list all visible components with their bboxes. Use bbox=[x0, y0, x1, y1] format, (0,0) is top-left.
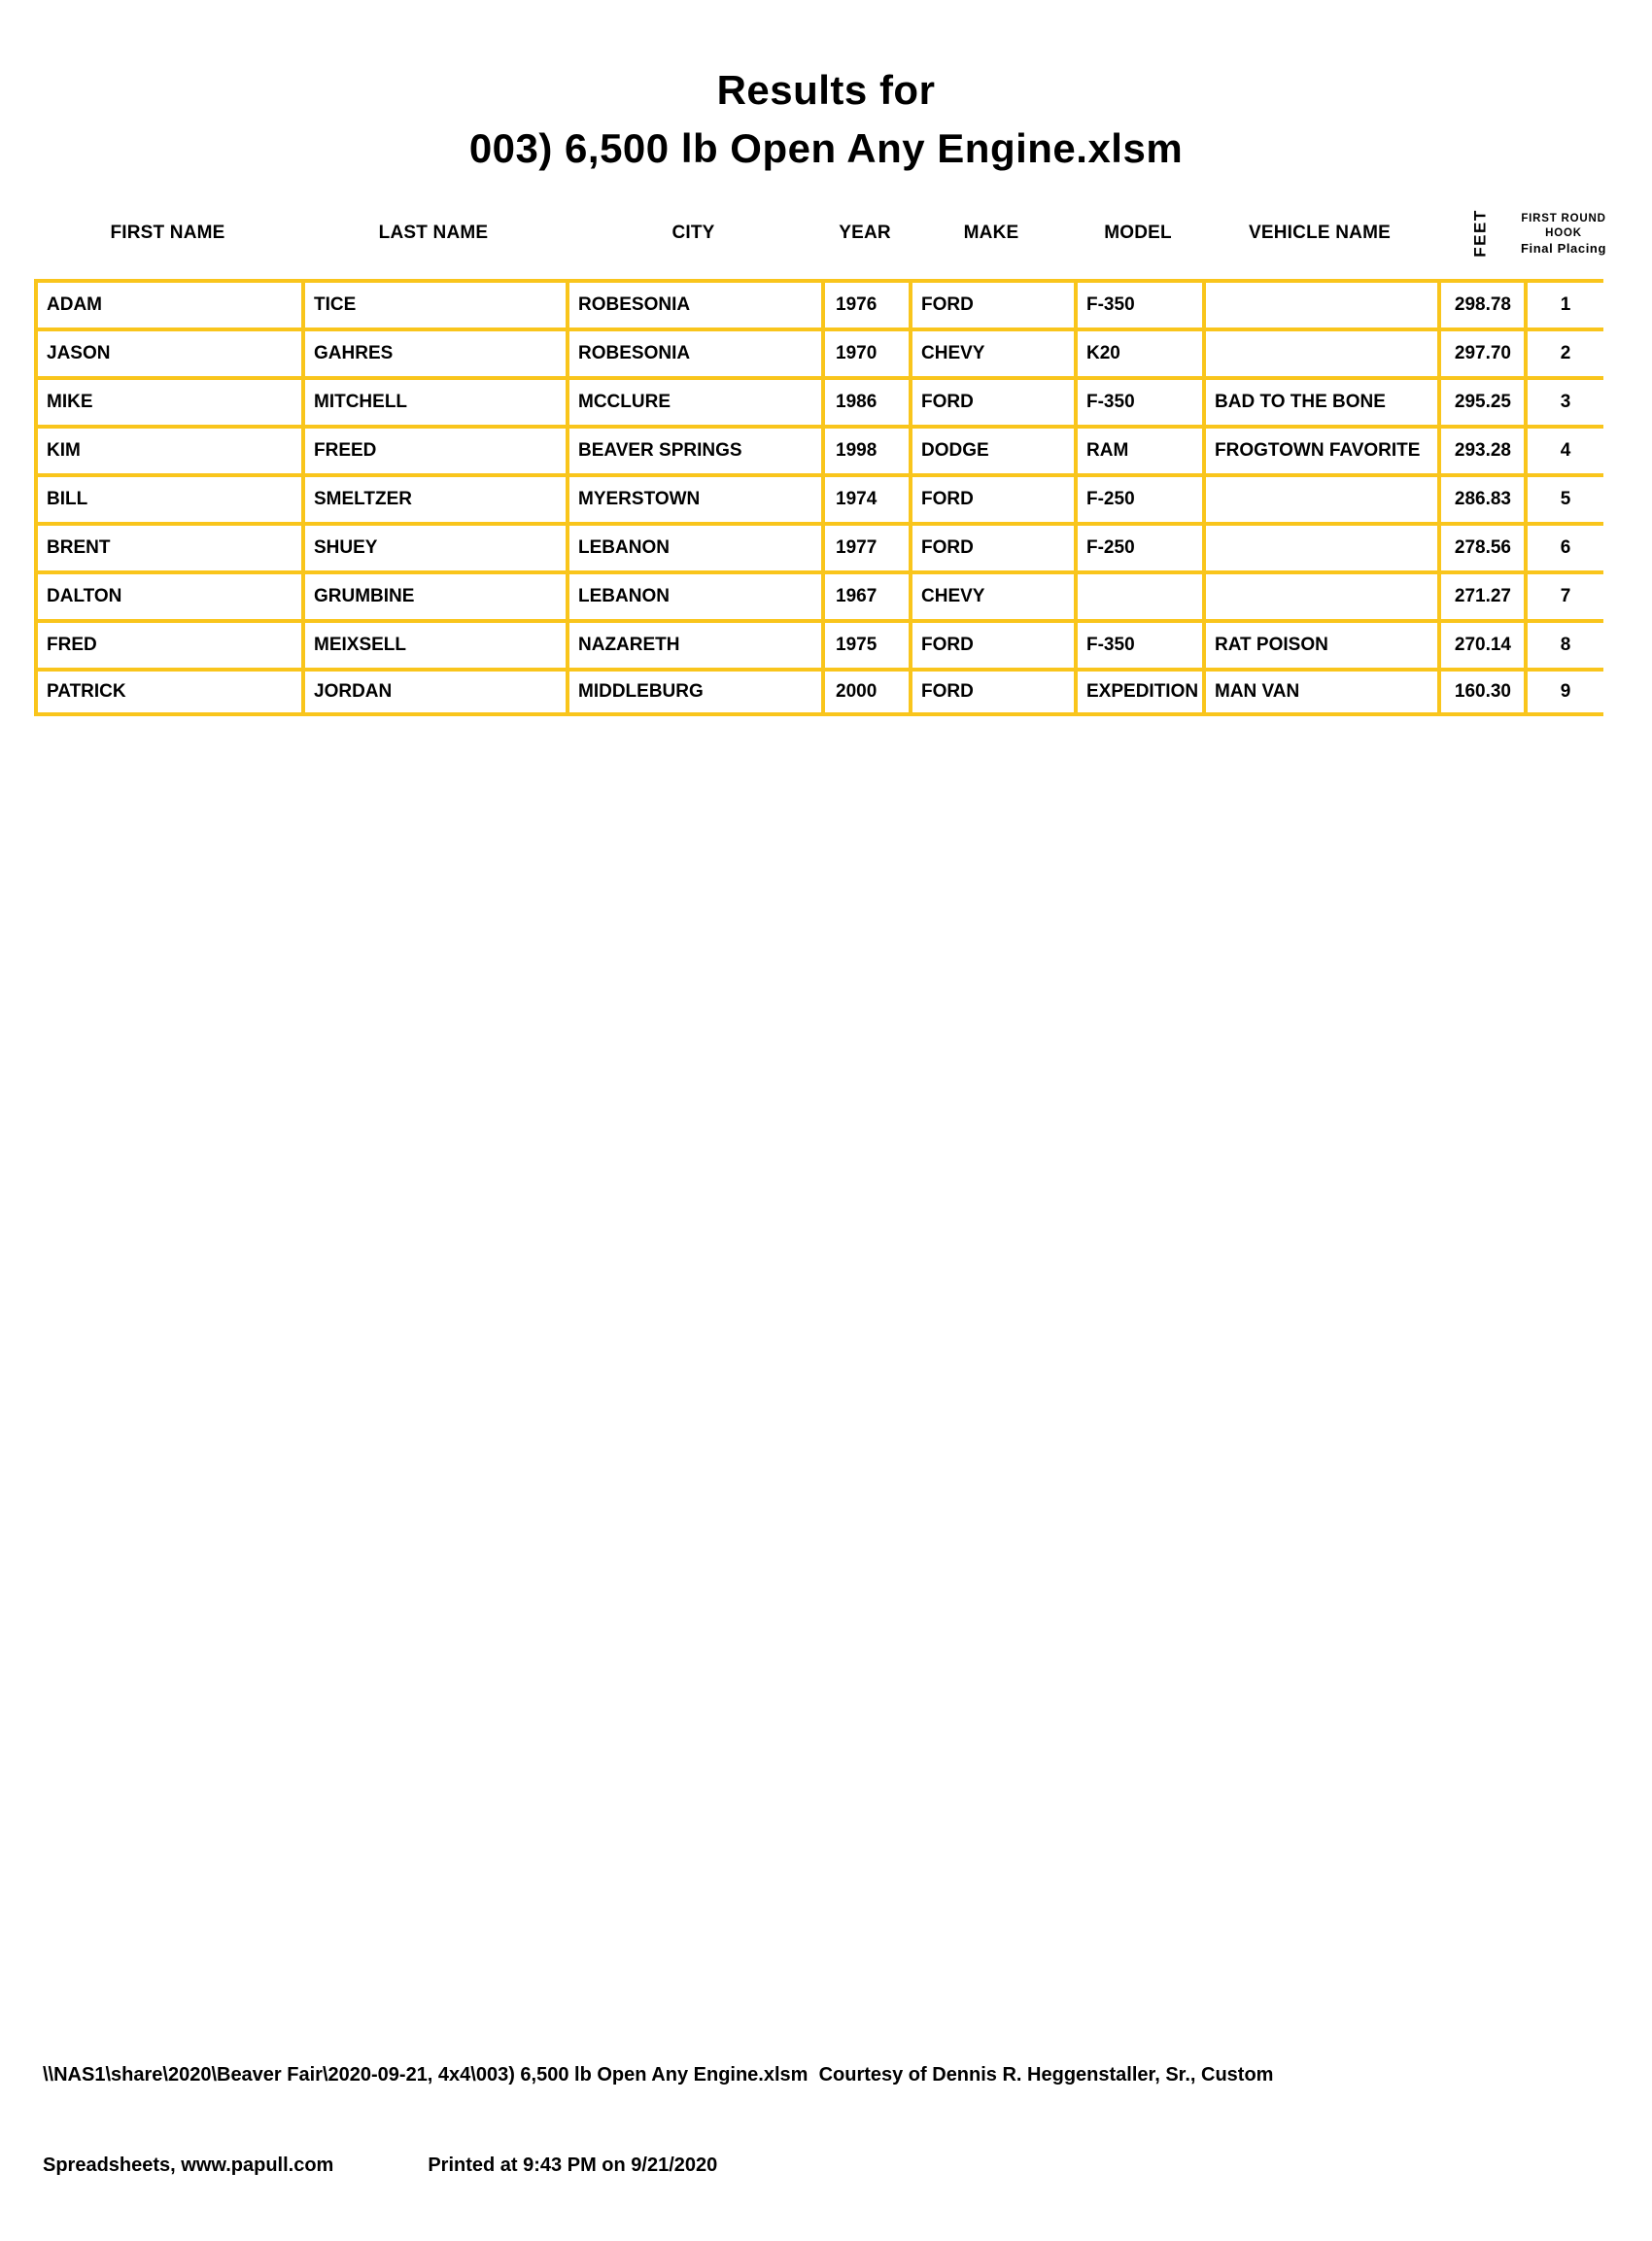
column-header-feet bbox=[1437, 202, 1524, 264]
table-cell-city: BEAVER SPRINGS bbox=[566, 425, 821, 473]
table-cell-first-name: JASON bbox=[34, 328, 301, 376]
table-cell-first-name: BILL bbox=[34, 473, 301, 522]
table-cell-vehicle-name: MAN VAN bbox=[1202, 668, 1437, 716]
footer-line2-left: Spreadsheets, www.papull.com bbox=[43, 2155, 334, 2176]
table-cell-model: F-250 bbox=[1074, 522, 1202, 570]
table-cell-model: F-250 bbox=[1074, 473, 1202, 522]
table-cell-last-name: MITCHELL bbox=[301, 376, 566, 425]
table-cell-feet: 160.30 bbox=[1437, 668, 1524, 716]
table-cell-last-name: GRUMBINE bbox=[301, 570, 566, 619]
table-cell-vehicle-name: FROGTOWN FAVORITE bbox=[1202, 425, 1437, 473]
table-cell-year: 1986 bbox=[821, 376, 909, 425]
column-header-model: MODEL bbox=[1104, 223, 1172, 243]
table-cell-placing: 7 bbox=[1524, 570, 1603, 619]
table-cell-last-name: JORDAN bbox=[301, 668, 566, 716]
page-title bbox=[0, 61, 1652, 178]
table-cell-placing: 3 bbox=[1524, 376, 1603, 425]
table-cell-feet: 295.25 bbox=[1437, 376, 1524, 425]
table-cell-make: FORD bbox=[909, 668, 1074, 716]
table-cell-first-name: KIM bbox=[34, 425, 301, 473]
table-cell-vehicle-name bbox=[1202, 328, 1437, 376]
table-cell-first-name: FRED bbox=[34, 619, 301, 668]
table-cell-last-name: FREED bbox=[301, 425, 566, 473]
table-cell-vehicle-name bbox=[1202, 279, 1437, 328]
placing-header-line3: Final Placing bbox=[1521, 240, 1606, 256]
results-table-header bbox=[34, 202, 1606, 264]
table-cell-model: RAM bbox=[1074, 425, 1202, 473]
table-cell-feet: 293.28 bbox=[1437, 425, 1524, 473]
table-cell-feet: 298.78 bbox=[1437, 279, 1524, 328]
feet-rotated-label: FEET bbox=[1470, 209, 1490, 258]
table-cell-city: MIDDLEBURG bbox=[566, 668, 821, 716]
table-cell-year: 1998 bbox=[821, 425, 909, 473]
table-cell-make: CHEVY bbox=[909, 328, 1074, 376]
table-cell-year: 1970 bbox=[821, 328, 909, 376]
page-title-line1: Results for bbox=[716, 67, 936, 113]
page-footer bbox=[43, 2000, 1578, 2241]
table-cell-last-name: SHUEY bbox=[301, 522, 566, 570]
table-cell-model: F-350 bbox=[1074, 619, 1202, 668]
column-header-city: CITY bbox=[671, 223, 715, 243]
column-header-first-name: FIRST NAME bbox=[110, 223, 225, 243]
table-cell-year: 1976 bbox=[821, 279, 909, 328]
table-cell-city: LEBANON bbox=[566, 522, 821, 570]
table-cell-city: LEBANON bbox=[566, 570, 821, 619]
column-header-vehicle-name: VEHICLE NAME bbox=[1249, 223, 1391, 243]
table-cell-make: FORD bbox=[909, 279, 1074, 328]
table-cell-city: MCCLURE bbox=[566, 376, 821, 425]
table-cell-first-name: MIKE bbox=[34, 376, 301, 425]
table-cell-last-name: SMELTZER bbox=[301, 473, 566, 522]
table-cell-model: K20 bbox=[1074, 328, 1202, 376]
placing-header-line2: HOOK bbox=[1545, 226, 1582, 239]
table-cell-placing: 4 bbox=[1524, 425, 1603, 473]
table-cell-placing: 5 bbox=[1524, 473, 1603, 522]
table-cell-vehicle-name bbox=[1202, 473, 1437, 522]
table-cell-vehicle-name: BAD TO THE BONE bbox=[1202, 376, 1437, 425]
table-cell-city: ROBESONIA bbox=[566, 279, 821, 328]
table-cell-make: DODGE bbox=[909, 425, 1074, 473]
table-cell-feet: 278.56 bbox=[1437, 522, 1524, 570]
table-cell-model: EXPEDITION bbox=[1074, 668, 1202, 716]
table-cell-vehicle-name bbox=[1202, 522, 1437, 570]
table-cell-model bbox=[1074, 570, 1202, 619]
table-cell-placing: 8 bbox=[1524, 619, 1603, 668]
table-cell-year: 1967 bbox=[821, 570, 909, 619]
column-header-last-name: LAST NAME bbox=[378, 223, 489, 243]
table-cell-model: F-350 bbox=[1074, 279, 1202, 328]
footer-line1: \\NAS1\share\2020\Beaver Fair\2020-09-21, 4x4\003) 6,500 lb Open Any Engine.xlsm Courtesy of Dennis R. Heggenstaller, Sr., Custom bbox=[43, 2064, 1274, 2086]
table-cell-last-name: TICE bbox=[301, 279, 566, 328]
table-cell-first-name: BRENT bbox=[34, 522, 301, 570]
table-cell-year: 2000 bbox=[821, 668, 909, 716]
table-cell-feet: 297.70 bbox=[1437, 328, 1524, 376]
table-cell-make: FORD bbox=[909, 522, 1074, 570]
table-cell-first-name: PATRICK bbox=[34, 668, 301, 716]
table-cell-feet: 271.27 bbox=[1437, 570, 1524, 619]
table-cell-feet: 286.83 bbox=[1437, 473, 1524, 522]
column-header-make: MAKE bbox=[963, 223, 1019, 243]
table-cell-placing: 6 bbox=[1524, 522, 1603, 570]
table-cell-placing: 1 bbox=[1524, 279, 1603, 328]
table-cell-feet: 270.14 bbox=[1437, 619, 1524, 668]
table-cell-make: FORD bbox=[909, 473, 1074, 522]
table-cell-city: MYERSTOWN bbox=[566, 473, 821, 522]
table-cell-make: CHEVY bbox=[909, 570, 1074, 619]
table-cell-make: FORD bbox=[909, 619, 1074, 668]
table-cell-vehicle-name bbox=[1202, 570, 1437, 619]
page-title-line2: 003) 6,500 lb Open Any Engine.xlsm bbox=[468, 125, 1184, 171]
table-cell-last-name: MEIXSELL bbox=[301, 619, 566, 668]
footer-line2 bbox=[43, 2151, 1578, 2181]
table-cell-placing: 9 bbox=[1524, 668, 1603, 716]
table-cell-year: 1977 bbox=[821, 522, 909, 570]
table-cell-vehicle-name: RAT POISON bbox=[1202, 619, 1437, 668]
footer-printed-timestamp: Printed at 9:43 PM on 9/21/2020 bbox=[428, 2155, 718, 2176]
table-cell-make: FORD bbox=[909, 376, 1074, 425]
column-header-placing bbox=[1521, 202, 1606, 264]
table-cell-first-name: DALTON bbox=[34, 570, 301, 619]
column-header-year: YEAR bbox=[839, 223, 891, 243]
results-table-body bbox=[34, 279, 1603, 716]
table-cell-model: F-350 bbox=[1074, 376, 1202, 425]
table-cell-year: 1975 bbox=[821, 619, 909, 668]
table-cell-year: 1974 bbox=[821, 473, 909, 522]
table-cell-placing: 2 bbox=[1524, 328, 1603, 376]
placing-header-line1: FIRST ROUND bbox=[1521, 212, 1606, 224]
table-cell-city: NAZARETH bbox=[566, 619, 821, 668]
table-cell-first-name: ADAM bbox=[34, 279, 301, 328]
table-cell-last-name: GAHRES bbox=[301, 328, 566, 376]
table-cell-city: ROBESONIA bbox=[566, 328, 821, 376]
